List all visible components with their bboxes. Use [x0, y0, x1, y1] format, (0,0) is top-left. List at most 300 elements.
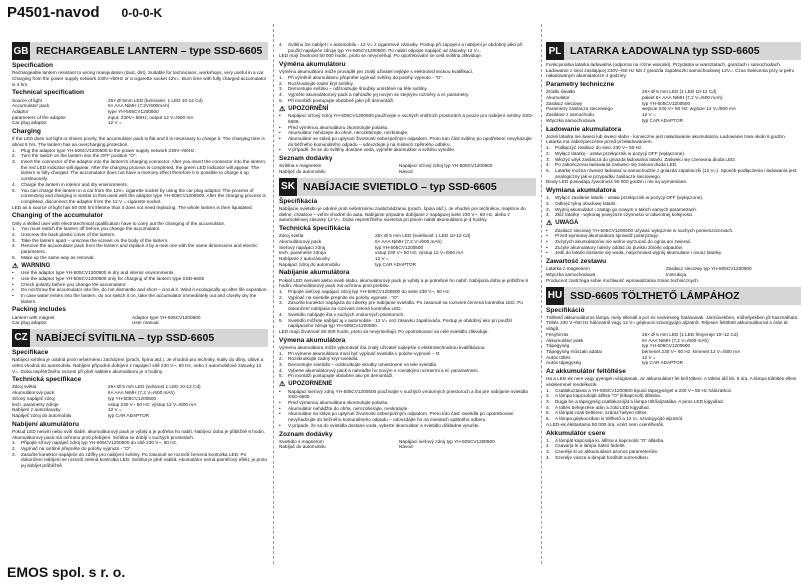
list-item: 1. A lámpát kapcsolja ki, állítsa a kapcsolót "O" állásba.	[546, 437, 665, 443]
heading: Packing includes	[12, 306, 66, 314]
list-item-text: Připojte síťový napáječ zdroj typ YH-505CV1200500 do sítě 230 V~, 50 Hz.	[21, 440, 178, 446]
paragraph: Producent zastrzega sobie możliwość wprowadzania zmian technicznych.	[546, 277, 700, 283]
list-item: • Napájací sieťový zdroj YH-505CV1200500 používajte v suchých vnútorných priestoroch a iba pre nabíjanie svietidla SSD-6605.	[279, 389, 536, 400]
spec-value: vstup 230 V~ 50 Hz; výstup 12 V=/500 mA	[108, 401, 197, 407]
packing-table	[279, 439, 536, 450]
paragraph: LED mají životnost 50 000 hodin, proto se nevyměňují. Po opotřebování se celá svítilna zlikviduje.	[279, 53, 482, 59]
list-item-text: Latarkę można również ładować w samochodzie z gniazda zapalniczki (12 V=). Sposób podłączenia i ładowania jest analogiczny jak w przypadku zasilacza sieciowego.	[555, 167, 797, 179]
spec-key: Adaptor	[12, 108, 29, 114]
spec-value: 12 V =	[642, 112, 656, 118]
heading: Zoznam dodávky	[279, 430, 333, 438]
list-item-text: In case water enters into the lantern, do not switch it on, take the accumulator immediately out and closely dry the lantern.	[21, 292, 257, 304]
list-item-text: Csavarja le a lámpa hátsó fedelét.	[555, 443, 626, 449]
list-item: 1. Připojte síťový napáječ zdroj typ YH-505CV1200500 do sítě 230 V~, 50 Hz.	[12, 440, 178, 446]
list-item: 2. Unscrew the back plastic cover of the lantern.	[12, 231, 116, 237]
spec-key: Zdroj světla	[12, 384, 37, 390]
paragraph: Rechargeable lantern resistant to wrong manipulation (dust, dirt). Suitable for technicians, workshops, very useful in a car. Charging from the power supply network 230V~/50Hz or a cigarette socket 12V=. Burn time with fully charged accumulator is 4 hrs.	[12, 70, 267, 87]
list-item-text: Złóż latarkę - wykonaj powyższe czynności w odwrotnej kolejności.	[555, 212, 694, 218]
document-header	[7, 4, 162, 24]
spec-value: vstup 230 V~ 50 Hz; výstup 12 V=/500 mA	[375, 250, 464, 256]
section-header	[12, 329, 268, 347]
heading: Zawartość zestawu	[546, 258, 607, 266]
spec-key: Tápegység műszaki adatai	[546, 348, 602, 354]
spec-value: 6× AAA NiMH (7,2 V=/600 mAh)	[108, 390, 175, 396]
section-header	[546, 42, 801, 60]
heading: Changing of the accumulator	[12, 212, 104, 220]
list-item: 1. Pripojte sieťový napájací zdroj typ YH-505CV1200500 do siete 230 V~, 50 Hz.	[279, 289, 451, 294]
paragraph: Ha a LED-ek nem vagy gyengén világítanak, az akkumulátort fel kell tölteni. A töltési idő kb. 6 óra. A lámpa túltöltés elleni védelemmel rendelkezik.	[546, 376, 797, 387]
packing-item: Zasilacz sieciowy typ YH-505CV1200500	[666, 266, 752, 272]
heading: Az akkumulátor feltöltése	[546, 368, 626, 376]
list-item: 2. Vypínač na svietidle prepnite do polohy vypnuté - "O".	[279, 294, 400, 300]
list-item: • Před výměnou akumulátoru zkontrolujte polaritu.	[279, 124, 389, 130]
spec-key: Tápegység	[546, 343, 570, 349]
list-item: 4. Remove the accumulator pack from the lantern and replace it by a new one with the same dimensions and electric parameters.	[12, 243, 268, 254]
list-item-text: Rozskrutkujte zadný kryt svietidla.	[288, 356, 359, 362]
list-item: 3. Dugja be a tápegység csatlakozóját a lámpa töltőaljzatába. A piros LED kigyullad.	[546, 399, 724, 405]
list-item-text: Svietidlo môžete nabíjať aj v automobile - 12 V= cez zásuvku zapaľovača. Postup je obdobný ako pri použití napájacieho zdroja typ YH-505CV1200500.	[288, 317, 512, 329]
column-1	[12, 42, 268, 562]
heading: Technical specification	[12, 89, 85, 97]
spec-value: typ YH-505CV1200500	[642, 343, 691, 349]
spec-value: typ CAR ADAPTOR	[375, 261, 417, 267]
spec-key: tech. parametry zdroje	[12, 401, 59, 407]
list-item-text: Use the adaptor type YH-505CV1200500 only for charging of the lantern type SSD-6605	[21, 275, 205, 281]
list-item: 4. Svítilnu lze nabíjet i v automobilu - 12 V= z cigaretové zásuvky. Postup při zapojení a nabíjení je obdobný jako při použití napáječe zdroje typ YH-505CV1200500. Po nabití odpojte napáječ od zásuvky 12 V=.	[279, 42, 536, 53]
spec-value: input: 230V~ 50Hz; output 12 V=/500 mA	[108, 114, 194, 120]
list-item-text: Akumulátor sa stáva po uplynutí životnosti nebezpečným odpadom. Preto túto časť svietidla po opotrebovaní nevyhadzujte do bežného komunálneho odpadu – odovzdajte ho na miestach spätného odberu.	[288, 411, 514, 423]
list-item: 1. Podłączyć zasilacz do sieci 230 V~ 50 Hz.	[546, 145, 643, 151]
packing-item: User manual	[132, 320, 159, 326]
list-item-text: Pri výmene akumulátora musí byť vypínač svietidla v polohe vypnuté – O.	[288, 350, 441, 356]
paragraph: Pokud LED nesvítí nebo svítí slabě, akumulátorový pack je vybitý a je potřeba ho nabít. Nabíjecí doba je přibližně 6 hodin. Akumulátorový pack má ochranu proti přebíjení. Svítilna se dobíjí v suchých prostorách.	[12, 428, 266, 440]
warning-icon: ⚠	[12, 262, 19, 270]
spec-key: Zasilacz sieciowy	[546, 100, 583, 106]
list-item: 4. Złóż latarkę - wykonaj powyższe czynności w odwrotnej kolejności.	[546, 212, 694, 218]
packing-item: Návod	[399, 168, 413, 174]
list-item-text: Při výměně akumulátoru přepněte vypínač svítilny do polohy vypnuto - "O".	[288, 75, 444, 81]
spec-key: Zdroj svetla	[279, 233, 304, 239]
spec-value: typ CAR ADAPTOR	[642, 360, 684, 366]
spec-key: Source of light	[12, 97, 42, 103]
paragraph: If the LED does not light or shines poorly, the accumulator pack is flat and it is necessary to charge it. The charging time is about 6 hrs. The lantern has an overcharging protection.	[12, 136, 265, 147]
paragraph: Nabíjacie svietidlo je odolné proti nešetrnému zaobchádzaniu (prach, špina atď.). Je vhodné pre technikov, majstrov do dielne, chatárov – veľmi vhodné do auta. Nabíjanie prípadne dobíjanie z napájacej siete 230 V~, 50 Hz, alebo z automobilovej zásuvky 12 V=. Doba nepretržitého svietenia pri plnom nabití akumulátora je 4 hodiny.	[279, 205, 526, 223]
column-2	[279, 42, 536, 562]
spec-key: Autós tápegység	[546, 360, 581, 366]
paragraph: Tölthető akkumulátoros lámpa, mely ellenáll a por és nedvesség hatásainak. Járművekben, műhelyekben jól használható. Töltés 230 V~/50 Hz hálózatról vagy 12 V= gépkocsi szivargyújtó aljzatról. Teljesen feltöltött akkumulátorral 4 órán át világít.	[546, 314, 799, 332]
warning-heading	[279, 106, 536, 114]
paragraph: LED majú životnosť 50 000 hodín, preto sa nevymieňajú. Po opotrebovaní sa celé svietidlo zlikviduje.	[279, 328, 489, 334]
list-item: 5. Svietidlo môžete nabíjať aj v automobile - 12 V= cez zásuvku zapaľovača. Postup je obdobný ako pri použití napájacieho zdroja typ YH-505CV1200500.	[279, 318, 536, 329]
list-item: 3. Wyjmij akumulator i zastąp go nowym o takich samych parametrach.	[546, 206, 698, 212]
list-item-text: Charge the lantern in interior and dry environments.	[21, 181, 129, 187]
spec-table	[12, 384, 268, 418]
list-item: • Przed wymianą akumulatora sprawdź polaryzację.	[546, 233, 660, 239]
spec-key: Sieťový napájací zdroj	[279, 244, 326, 250]
list-item-text: A töltés befejezése után a zöld LED kigyullad.	[555, 404, 650, 410]
list-item: • Napájecí síťový zdroj YH-505CV1200500 používejte v suchých vnitřních prostorách a pouze pro nabíjení svítilny SSD-6605.	[279, 113, 536, 124]
list-item-text: Pripojte sieťový napájací zdroj typ YH-505CV1200500 do siete 230 V~, 50 Hz.	[288, 289, 451, 294]
list-item: • Zużytych akumulatorów nie wolno wyrzucać do ognia ani zwierać.	[546, 239, 692, 245]
list-item-text: Akumulátor se stává po uplynutí životnosti nebezpečným odpadem. Proto tuto část svítilny po opotřebení nevyhazujte do běžného komunálního odpadu – odevzdejte ji na místech zpětného odběru.	[288, 135, 532, 147]
spec-key: Źródło światła	[546, 89, 575, 95]
spec-value: 12 V =	[108, 120, 122, 126]
list-item: 3. Włożyć wtyk zasilacza do gniazda ładowania latarki. Zaświeci się czerwona dioda LED.	[546, 156, 736, 162]
spec-value: 26× Ø 5mm LED (luminaire: 1 LED 10-12 Cd)	[108, 97, 203, 103]
section-header	[546, 287, 801, 305]
document-version: 0-0-0-K	[121, 6, 163, 20]
heading: Nabíjanie akumulátora	[279, 269, 350, 277]
spec-key: Akumulátorový pack	[12, 390, 55, 396]
list-item-text: A lámpát kapcsolja ki, állítsa a kapcsolót "O" állásba.	[555, 437, 665, 443]
packing-table	[279, 163, 536, 174]
paragraph: Funkcjonalna latarka ładowalna (odporna na różne warunki). Przydatna w warsztatach, garażach i samochodach. Ładowanie z sieci zasilającej 230V~/50 Hz lub z gniazda zapalniczki samochodowej 12V=. Czas świecenia przy w pełni naładowanym akumulatorze 4 godziny.	[546, 62, 794, 79]
warning-heading	[279, 381, 536, 389]
list-item-text: A lámpa gépkocsiban is tölthető a 12 V= szivargyújtó aljzatról.	[555, 416, 684, 422]
paragraph: Nabíjecí svítilna je odolná proti nešetrnému zacházení (prach, špína atd.). Je vhodná pro techniky, kutily do dílny, citlivé a velmi vhodná do automobilu. Nabíjení přípodné dobíjení z napájecí sítě 230 V~, 50 Hz, nebo z automobilové zásuvky 12 V=. Doba nepřetržitého svícení při plně nabitém akumulátoru je 4 hodiny.	[12, 357, 264, 374]
list-item: 5. You can charge the lantern in a car from the 12V= cigarette socket by using the car plug adaptor. The process of connecting and charging is similar to that used with the adaptor type YH-505CV1200500. After the charging process is completed, disconnect the adaptor from the 12 V = cigarette socket.	[12, 188, 268, 205]
paragraph: A LED-ek élettartama 50 000 óra, ezért nem cserélhetők.	[546, 421, 665, 427]
spec-table	[546, 332, 801, 366]
list-item-text: Po zakończeniu ładowania zaświeci się zielona dioda LED.	[555, 162, 678, 168]
list-item: 3. Cserélje ki az akkumulátort azonos paraméterűre.	[546, 449, 659, 455]
heading: Špecifikácia	[279, 197, 318, 205]
list-item: • Akumulátor nehádžte do ohňa, nerozoberajte, neskratujte.	[279, 405, 409, 411]
list-item: 4. Vyjměte akumulátorový pack a nahraďte jej novým se stejnými rozměry a el. parametry.	[279, 92, 470, 98]
language-badge: CZ	[12, 329, 30, 347]
list-item: 3. Take the lantern apart – unscrew the screws on the body of the lantern.	[12, 237, 169, 243]
list-item-text: Plug the adaptor type YH-505CV1200500 to the power supply network 230V~/50Hz.	[21, 147, 196, 153]
list-item: 4. Szerelje vissza a lámpát fordított sorrendben.	[546, 454, 650, 460]
heading: Parametry techniczne	[546, 81, 615, 89]
list-item: • Akumulátor sa stáva po uplynutí životnosti nebezpečným odpadom. Preto túto časť svietidla po opotrebovaní nevyhadzujte do bežného komunálneho odpadu – odovzdajte ho na miestach spätného odberu.	[279, 411, 536, 422]
spec-table	[12, 98, 268, 127]
spec-value: 12 V =	[642, 354, 656, 360]
section-title: RECHARGEABLE LANTERN – type SSD-6605	[30, 42, 268, 60]
list-item-text: Jeśli do latarki dostanie się woda, natychmiast wyjmij akumulator i osusz latarkę.	[555, 250, 723, 256]
section-pl	[546, 42, 801, 284]
packing-item: Lantern with magnet	[12, 314, 55, 320]
packing-item: Adaptor type YH-505CV1200500	[132, 314, 201, 320]
list-item-text: Wyjmij akumulator i zastąp go nowym o takich samych parametrach.	[555, 206, 698, 212]
spec-key: Akumulátorový pack	[279, 238, 322, 244]
spec-key: Akumulator	[546, 95, 570, 101]
packing-item: Nabíjač do automobilu	[279, 444, 326, 450]
section-cz-continued	[279, 42, 536, 175]
packing-item: Napájecí síťový zdroj typ YH-505CV1200500	[399, 163, 493, 169]
spec-value: 26× Ø 5 mm LED (svietivosť 1 LED 10-12 Cd)	[375, 233, 471, 239]
fold-line	[273, 24, 274, 564]
list-item: • Use the adaptor type YH-505CV1200500 only for charging of the lantern type SSD-6605	[12, 275, 205, 281]
spec-key: Síťový napáječ zdroj	[12, 395, 55, 401]
list-item-text: Przed wymianą akumulatora sprawdź polaryzację.	[555, 233, 660, 239]
list-item: 2. Csavarja le a lámpa hátsó fedelét.	[546, 443, 626, 449]
list-item: • Akumulátor se stává po uplynutí životnosti nebezpečným odpadem. Proto tuto část svítilny po opotřebení nevyhazujte do běžného komunálního odpadu – odevzdejte ji na místech zpětného odběru.	[279, 136, 536, 147]
packing-table	[12, 315, 268, 326]
spec-table	[546, 89, 801, 123]
warning-label: WARNING	[21, 262, 51, 269]
paragraph: Diody LED posiadają żywotność 50 000 godzin i nie są wymieniane.	[546, 179, 688, 185]
list-item-text: Wyłącz latarkę - ustaw przełącznik w pozycji OFF (wyłączone).	[555, 150, 686, 156]
spec-key: Akkumulátor pakk	[546, 337, 584, 343]
section-title: NABÍJECÍ SVÍTILNA – typ SSD-6605	[30, 329, 268, 347]
list-item: 3. Demontujte svítilnu – odšroubujte šroubky umístěné na těle svítilny.	[279, 86, 428, 92]
spec-value: 6× AAA NiMH (7.2V/600mAh)	[108, 103, 170, 109]
warning-icon: ⚠	[279, 105, 286, 113]
list-item-text: Odkręć tylną obudowę latarki.	[555, 200, 617, 206]
section-cz	[12, 329, 268, 469]
heading: Technická specifikace	[12, 376, 82, 384]
list-item: 4. Charge the lantern in interior and dry environments.	[12, 181, 129, 187]
spec-key: Napájací zdroj do automobilu	[279, 261, 340, 267]
list-item: • In case water enters into the lantern, do not switch it on, take the accumulator immediately out and closely dry the lantern.	[12, 293, 268, 304]
list-item-text: Rozšroubujte zadní kryt svítilny.	[288, 80, 354, 86]
list-item: • Zasilacz sieciowy YH-505CV1200500 używać wyłącznie w suchych pomieszczeniach.	[546, 227, 734, 233]
list-item-text: Do not throw the accumulator into fire, do not dismantle and short – circuit it. Wind it ecologically up after life expiration.	[21, 287, 268, 293]
paragraph: LED as a source of light has 50 000 hrs lifetime thus it does not need replacing. The whole lantern is then liquidated.	[12, 204, 253, 210]
list-item-text: V případě, že se do svítilny dostane voda, vyjměte akumulátor a svítilnu vysušte.	[288, 147, 456, 153]
document-code: P4501-navod	[7, 4, 100, 21]
list-item: 5. A lámpát csak beltéren, száraz helyen töltse.	[546, 410, 648, 416]
heading: Seznam dodávky	[279, 155, 333, 163]
list-item: 2. Turn the switch on the lantern into the OFF position "O".	[12, 153, 137, 159]
list-item: 1. You must switch the lantern off before you change the accumulator.	[12, 226, 161, 232]
spec-value: typ YH-505CV1200500	[642, 100, 691, 106]
spec-value: 12 V =	[375, 255, 389, 261]
paragraph: Jeżeli latarka nie świeci lub świeci słabo - konieczne jest naładowanie akumulatora. Ładowanie trwa około 6 godzin. Latarka ma zabezpieczenie przed przeładowaniem.	[546, 133, 786, 145]
heading: Specifikace	[12, 348, 49, 356]
list-item: 3. Insert the connector of the adaptor into the lantern's charging connector. After you insert the connector into the lantern, the red LED indicator will appear. After the charging process is completed, the green LED indicator will appear. The lantern is fully charged. The accumulator does not have a memory effect therefore it is possible to charge it up continuously.	[12, 159, 267, 182]
list-item-text: Svítilnu lze nabíjet i v automobilu - 12 V= z cigaretové zásuvky. Postup při zapojení a nabíjení je obdobný jako při použití napáječe zdroje typ YH-505CV1200500. Po nabití odpojte napáječ od zásuvky 12 V=.	[288, 42, 523, 53]
warning-label: UPOZORNĚNÍ	[288, 105, 329, 112]
list-item: 5. Make up the same way as removal.	[12, 254, 95, 260]
packing-item: Napájací sieťový zdroj typ YH-505CV1200500	[399, 438, 495, 444]
warning-label: UPOZORNENIE	[288, 381, 333, 388]
list-item-text: Před výměnou akumulátoru zkontrolujte polaritu.	[288, 124, 389, 130]
list-item-text: Zasuňte konektor napájača do zdierky pre nabíjanie svietidla. Po zasunutí sa rozsvieti červená kontrolka LED. Po dokončení nabíjania sa rozsvieti zelená kontrolka LED.	[288, 300, 524, 312]
paragraph: Výměnu akumulátoru může provádět jen znalý uživatel nejlépe s elektrotechnickou kvalifikací.	[279, 69, 474, 75]
spec-value: typ CAR ADAPTOR	[108, 412, 150, 418]
language-badge: PL	[546, 42, 564, 60]
list-item-text: Demontujte svietidlo – odskrutkujte skrutky umiestnené na tele svietidla.	[288, 361, 438, 367]
list-item: 3. Zasuňte konektor napájača do zdierky pre nabíjanie svietidla. Po zasunutí sa rozsvieti červená kontrolka LED. Po dokončení nabíjania sa rozsvieti zelená kontrolka LED.	[279, 300, 536, 311]
spec-key: parameters of the adaptor	[12, 114, 66, 120]
packing-item: Návod	[399, 444, 413, 450]
list-item: 4. Po zakończeniu ładowania zaświeci się zielona dioda LED.	[546, 162, 678, 168]
paragraph: Pokiaľ LED nesvieti alebo svieti slabo, akumulátorový pack je vybitý a je potrebné ho nabiť. Nabíjacia doba je približne 6 hodín. Akumulátorový pack má ochranu proti prebitiu.	[279, 277, 529, 289]
heading: Akkumulátor csere	[546, 429, 606, 437]
list-item-text: Make up the same way as removal.	[21, 254, 95, 260]
section-gb	[12, 42, 268, 326]
list-item-text: Při montáži postupujte obdobně jako při demontáži.	[288, 97, 395, 103]
spec-value: 26× Ø 5 mm LED (1 LED 10-12 Cd)	[642, 89, 717, 95]
warning-heading	[12, 263, 268, 271]
language-badge: GB	[12, 42, 30, 60]
section-header	[279, 178, 536, 196]
list-item: 2. A lámpa kapcsolóját állítsa "O" (kikapcsolt) állásba.	[546, 393, 661, 399]
spec-key: Accumulator pack	[12, 103, 50, 109]
list-item-text: Napájecí síťový zdroj YH-505CV1200500 používejte v suchých vnitřních prostorách a pouze pro nabíjení svítilny SSD-6605.	[288, 113, 534, 124]
section-hu	[546, 287, 801, 461]
list-item-text: Svietidlo nabíjajte iba v suchých vnútorných priestoroch.	[288, 311, 405, 317]
list-item: 4. A töltés befejezése után a zöld LED kigyullad.	[546, 404, 650, 410]
list-item: 6. A lámpa gépkocsiban is tölthető a 12 V= szivargyújtó aljzatról.	[546, 416, 684, 422]
spec-key: Autós töltés	[546, 354, 571, 360]
spec-table	[279, 233, 536, 267]
list-item-text: V prípade, že sa do svietidla dostane voda, vyberte akumulátor a svietidlo dôkladne vysušte.	[288, 422, 480, 428]
list-item-text: Pred výmenou akumulátora skontrolujte polaritu.	[288, 400, 389, 406]
column-3	[546, 42, 801, 562]
packing-item: Svietidlo s magnetom	[279, 438, 324, 444]
warning-label: UWAGA	[555, 220, 579, 227]
list-item: 2. Odkręć tylną obudowę latarki.	[546, 200, 617, 206]
packing-table	[546, 266, 801, 277]
list-item: • Check polarity before you change the accumulator.	[12, 281, 127, 287]
list-item-text: Remove the accumulator pack from the lantern and replace it by a new one with the same dimensions and electric parameters.	[21, 243, 258, 255]
list-item-text: Vypínač na svietidle prepnite do polohy vypnuté - "O".	[288, 294, 400, 300]
list-item: 4. Svietidlo nabíjajte iba v suchých vnútorných priestoroch.	[279, 311, 405, 317]
spec-key: Zasilanie z samochodu	[546, 112, 594, 118]
list-item: 1. Plug the adaptor type YH-505CV1200500 to the power supply network 230V~/50Hz.	[12, 147, 196, 153]
list-item-text: Cserélje ki az akkumulátort azonos paraméterűre.	[555, 449, 659, 455]
list-item-text: Akumulátor nehádžte do ohňa, nerozoberajte, neskratujte.	[288, 405, 409, 411]
list-item-text: Włożyć wtyk zasilacza do gniazda ładowania latarki. Zaświeci się czerwona dioda LED.	[555, 156, 736, 162]
list-item: 1. Wyłącz zasilanie latarki - ustaw przełącznik w pozycji OFF (wyłączone).	[546, 195, 704, 201]
list-item-text: Zasuňte konektor napáječe do zdířky pro nabíjení svítilny. Po zasunutí se rozsvítí červená kontrolka LED. Po dokončení nabíjení se rozsvítí zelená kontrolka LED. Svítilna je plně nabitá. Akumulátor nemá paměťový efekt, je proto jej dobíjet průběžně.	[21, 451, 268, 469]
spec-value: 12 V =	[108, 407, 122, 413]
warning-heading	[546, 220, 801, 228]
list-item: 3. Zasuňte konektor napáječe do zdířky pro nabíjení svítilny. Po zasunutí se rozsvítí červená kontrolka LED. Po dokončení nabíjení se rozsvítí zelená kontrolka LED. Svítilna je plně nabitá. Akumulátor nemá paměťový efekt, je proto jej dobíjet průběžně.	[12, 451, 268, 469]
list-item: • Jeśli do latarki dostanie się woda, natychmiast wyjmij akumulator i osusz latarkę.	[546, 250, 723, 256]
heading: Specification	[12, 62, 54, 69]
list-item-text: Podłączyć zasilacz do sieci 230 V~ 50 Hz.	[555, 145, 643, 151]
spec-value: bemenet 230 V~ 50 Hz; kimenet 12 V=/500 mA	[642, 348, 741, 354]
list-item-text: Vyjměte akumulátorový pack a nahraďte jej novým se stejnými rozměry a el. parametry.	[288, 92, 470, 98]
spec-value: 26× Ø 5 mm LED (1 LED fényereje 10–12 Cd)	[642, 331, 739, 337]
spec-value: typ YH-505CV1200500	[108, 395, 157, 401]
spec-value: 6× AAA NiMH (7,2 V=/600 mAh)	[375, 238, 442, 244]
heading: Ładowanie akumulatora	[546, 125, 622, 133]
list-item: 1. Při výměně akumulátoru přepněte vypínač svítilny do polohy vypnuto - "O".	[279, 75, 444, 81]
packing-item: Nabíječ do automobilu	[279, 168, 326, 174]
packing-item: Latarka z magnesem	[546, 266, 590, 272]
spec-value: wejście 230 V~ 50 Hz; wyjście 12 V=/500 mA	[642, 106, 737, 112]
list-item: 2. Rozskrutkujte zadný kryt svietidla.	[279, 356, 359, 362]
list-item-text: Akumulátor neházejte do ohně, nerozebírejte, nezkratujte.	[288, 130, 409, 136]
list-item: • V případě, že se do svítilny dostane voda, vyjměte akumulátor a svítilnu vysušte.	[279, 147, 456, 153]
section-title: NABÍJACIE SVIETIDLO – typ SSD-6605	[297, 178, 536, 196]
list-item-text: Dugja be a tápegység csatlakozóját a lámpa töltőaljzatába. A piros LED kigyullad.	[555, 399, 724, 405]
list-item: 5. Latarkę można również ładować w samochodzie z gniazda zapalniczki (12 V=). Sposób podłączenia i ładowania jest analogiczny jak w przypadku zasilacza sieciowego.	[546, 168, 801, 179]
language-badge: SK	[279, 178, 297, 196]
list-item-text: You must switch the lantern off before you change the accumulator.	[21, 226, 161, 232]
list-item-text: You can charge the lantern in a car from the 12V= cigarette socket by using the car plug adaptor. The process of connecting and charging is similar to that used with the adaptor type YH-505CV1200500. After the charging process is completed, disconnect the adaptor from the 12 V = cigarette socket.	[21, 187, 266, 204]
list-item-text: Check polarity before you change the accumulator.	[21, 281, 127, 287]
spec-key: Wtyczka samochodowa	[546, 117, 596, 123]
paragraph: Only a skilled user with electrotechnical qualification have to carry out the changing of the accumulator.	[12, 220, 226, 226]
list-item-text: Demontujte svítilnu – odšroubujte šroubky umístěné na těle svítilny.	[288, 86, 428, 92]
list-item-text: Turn the switch on the lantern into the OFF position "O".	[21, 153, 137, 159]
spec-value: type YH-505CV1200500	[108, 108, 159, 114]
section-sk	[279, 178, 536, 451]
list-item: • Do not throw the accumulator into fire, do not dismantle and short – circuit it. Wind it ecologically up after life expiration.	[12, 287, 268, 293]
list-item-text: Zasilacz sieciowy YH-505CV1200500 używać wyłącznie w suchych pomieszczeniach.	[555, 227, 734, 233]
list-item: • Akumulátor neházejte do ohně, nerozebírejte, nezkratujte.	[279, 130, 409, 136]
heading: Nabíjení akumulátoru	[12, 420, 80, 428]
warning-icon: ⚠	[279, 381, 286, 389]
list-item: 2. Vypínač na svítilně přepněte do polohy vypnuto - "O".	[12, 445, 132, 451]
list-item-text: Pri montáži postupujte obdobne ako pri demontáži.	[288, 373, 394, 379]
list-item-text: Insert the connector of the adaptor into the lantern's charging connector. After you insert the connector into the lantern, the red LED indicator will appear. After the charging process is completed, the green LED indicator will appear. The lantern is fully charged. The accumulator does not have a memory effect therefore it is possible to charge it up continuously.	[21, 159, 267, 182]
list-item-text: A lámpa kapcsolóját állítsa "O" (kikapcsolt) állásba.	[555, 393, 661, 399]
packing-item: Wtyczka samochodowa	[546, 272, 596, 278]
heading: Charging	[12, 128, 41, 136]
packing-item: Svítilna s magnetem	[279, 163, 322, 169]
list-item-text: Csatlakoztassa a YH-505CV1200500 típusú tápegységet a 230 V~ 50 Hz hálózathoz.	[555, 387, 733, 393]
list-item: 1. Pri výmene akumulátora musí byť vypínač svietidla v polohe vypnuté – O.	[279, 350, 441, 356]
list-item: • Zużyte akumulatory należy oddać do punktu zbiórki odpadów.	[546, 244, 683, 250]
company-footer: EMOS spol. s r. o.	[7, 564, 126, 580]
list-item: • V prípade, že sa do svietidla dostane voda, vyberte akumulátor a svietidlo dôkladne vysušte.	[279, 422, 480, 428]
spec-value: 6× AAA NiMH (7,2 V=/600 mAh)	[642, 337, 709, 343]
warning-icon: ⚠	[546, 220, 553, 228]
spec-value: typ CAR ADAPTOR	[642, 117, 684, 123]
list-item: 1. Csatlakoztassa a YH-505CV1200500 típusú tápegységet a 230 V~ 50 Hz hálózathoz.	[546, 387, 733, 393]
heading: Wymiana akumulatora	[546, 187, 616, 195]
spec-key: Fényforrás	[546, 331, 569, 337]
list-item-text: Napájací sieťový zdroj YH-505CV1200500 používajte v suchých vnútorných priestoroch a iba pre nabíjanie svietidla SSD-6605.	[288, 388, 528, 400]
heading: Technická špecifikácia	[279, 224, 350, 232]
list-item-text: Szerelje vissza a lámpát fordított sorrendben.	[555, 454, 650, 460]
list-item: • Use the adaptor type YH-505CV1200500 in dry and interior environments.	[12, 270, 175, 276]
list-item-text: Vypínač na svítilně přepněte do polohy vypnuto - "O".	[21, 445, 132, 451]
list-item-text: A lámpát csak beltéren, száraz helyen töltse.	[555, 410, 648, 416]
list-item-text: Wyłącz zasilanie latarki - ustaw przełącznik w pozycji OFF (wyłączone).	[555, 195, 704, 201]
list-item-text: Vyberte akumulátorový pack a nahraďte ho novým s rovnakými rozmermi a el. parametrami.	[288, 367, 479, 373]
section-title: LATARKA ŁADOWALNA typ SSD-6605	[564, 42, 801, 60]
fold-line	[541, 24, 542, 564]
list-item-text: Zużyte akumulatory należy oddać do punktu zbiórki odpadów.	[555, 244, 683, 250]
spec-key: Napáječ zdroj do automobilu	[12, 412, 72, 418]
section-header	[12, 42, 268, 60]
list-item: 2. Rozšroubujte zadní kryt svítilny.	[279, 80, 354, 86]
language-badge: HU	[546, 287, 564, 305]
spec-value: typ YH-505CV1200500	[375, 244, 424, 250]
packing-item: Instrukcja	[666, 272, 687, 278]
packing-item: Car plug adaptor	[12, 320, 47, 326]
spec-value: 26× Ø 5 mm LED (svítivost 1 LED 10-12 Cd)	[108, 384, 201, 390]
list-item-text: Take the lantern apart – unscrew the screws on the body of the lantern.	[21, 237, 169, 243]
list-item: 4. Vyberte akumulátorový pack a nahraďte ho novým s rovnakými rozmermi a el. parametrami.	[279, 367, 479, 373]
list-item: • Pred výmenou akumulátora skontrolujte polaritu.	[279, 400, 389, 406]
list-item-text: Unscrew the back plastic cover of the lantern.	[21, 231, 116, 237]
spec-key: Parametry zasilacza sieciowego	[546, 106, 613, 112]
list-item: 5. Pri montáži postupujte obdobne ako pri demontáži.	[279, 373, 394, 379]
paragraph: Výmenu akumulátora môže vykonávať iba znalý užívateľ najlepšie s elektrotechnickou kvalifikáciou.	[279, 344, 486, 350]
spec-value: pakiet 6× AAA NiMH (7,2 V=/600 mAh)	[642, 95, 723, 101]
spec-key: tech. parametre zdroja	[279, 250, 326, 256]
spec-key: Car plug adaptor	[12, 120, 47, 126]
spec-key: Nabíjanie z autozásuvky	[279, 255, 330, 261]
heading: Výmena akumulátora	[279, 336, 346, 344]
list-item-text: Zużytych akumulatorów nie wolno wyrzucać do ognia ani zwierać.	[555, 239, 692, 245]
list-item: 5. Při montáži postupujte obdobně jako při demontáži.	[279, 97, 395, 103]
heading: Výměna akumulátoru	[279, 61, 346, 69]
heading: Specifikáció	[546, 306, 585, 314]
list-item: 2. Wyłącz latarkę - ustaw przełącznik w pozycji OFF (wyłączone).	[546, 150, 686, 156]
list-item-text: Use the adaptor type YH-505CV1200500 in dry and interior environments.	[21, 270, 175, 276]
spec-key: Nabíjení z autozásuvky	[12, 407, 61, 413]
